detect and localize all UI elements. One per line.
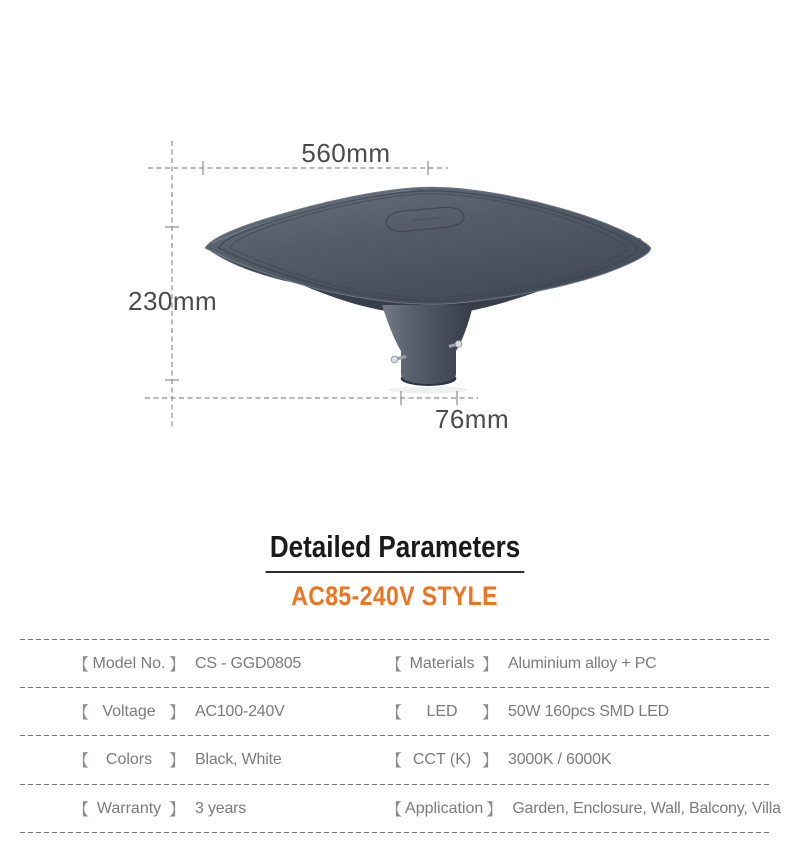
spec-row-colors (20, 736, 770, 783)
height-dimension-line (165, 141, 179, 428)
spec-cell-led (385, 688, 669, 735)
spec-cell-materials (385, 640, 657, 687)
section-title: Detailed Parameters (266, 529, 525, 573)
bracket-close: 】 (482, 657, 499, 674)
spec-label: CCT (K) (412, 750, 472, 768)
bracket-close: 】 (169, 753, 186, 770)
bracket-open: 【 (73, 802, 90, 819)
spec-row-warranty (20, 785, 781, 832)
lamp-illustration (205, 187, 650, 393)
spec-value: 3000K / 6000K (508, 750, 612, 768)
spec-label: Warranty (96, 799, 162, 817)
spec-label: Materials (409, 654, 475, 672)
spec-value: 3 years (195, 799, 247, 817)
bracket-open: 【 (73, 657, 90, 674)
spec-label: LED (426, 702, 458, 720)
spec-cell-application (385, 785, 781, 832)
spec-label: Application (405, 799, 484, 817)
width-dimension-label: 560mm (301, 138, 391, 168)
lamp-shadow (388, 387, 468, 394)
height-dimension-label: 230mm (128, 286, 218, 316)
bracket-open: 【 (386, 802, 403, 819)
section-subtitle-wrap (0, 581, 790, 612)
section-title-wrap (0, 529, 790, 573)
spec-row-model (20, 640, 770, 687)
bracket-open: 【 (386, 705, 403, 722)
spec-value: 50W 160pcs SMD LED (508, 702, 669, 720)
bracket-close: 】 (482, 753, 499, 770)
spec-cell-voltage (72, 688, 285, 735)
spec-table (20, 639, 781, 833)
spec-label: Voltage (102, 702, 156, 720)
spec-row-voltage (20, 688, 770, 735)
bracket-close: 】 (169, 705, 186, 722)
section-subtitle: AC85-240V STYLE (291, 581, 499, 611)
spec-label: Model No. (92, 654, 166, 672)
spec-cell-cct (385, 736, 611, 783)
spec-cell-warranty (72, 785, 246, 832)
spec-cell-colors (72, 736, 282, 783)
bracket-close: 】 (169, 802, 186, 819)
spec-value: AC100-240V (195, 702, 285, 720)
bracket-open: 【 (386, 657, 403, 674)
bracket-close: 】 (482, 705, 499, 722)
dashed-divider (20, 832, 770, 833)
bracket-close: 】 (486, 802, 503, 819)
bracket-close: 】 (169, 657, 186, 674)
bracket-open: 【 (73, 753, 90, 770)
pole-dimension-label: 76mm (434, 404, 510, 434)
spec-value: Aluminium alloy + PC (508, 654, 657, 672)
spec-label: Colors (105, 750, 153, 768)
bracket-open: 【 (73, 705, 90, 722)
spec-value: Garden, Enclosure, Wall, Balcony, Villa (512, 799, 781, 817)
bracket-open: 【 (386, 753, 403, 770)
spec-value: CS - GGD0805 (195, 654, 302, 672)
spec-value: Black, White (195, 750, 282, 768)
lamp-top-plate (205, 187, 650, 304)
spec-cell-model-no (72, 640, 301, 687)
